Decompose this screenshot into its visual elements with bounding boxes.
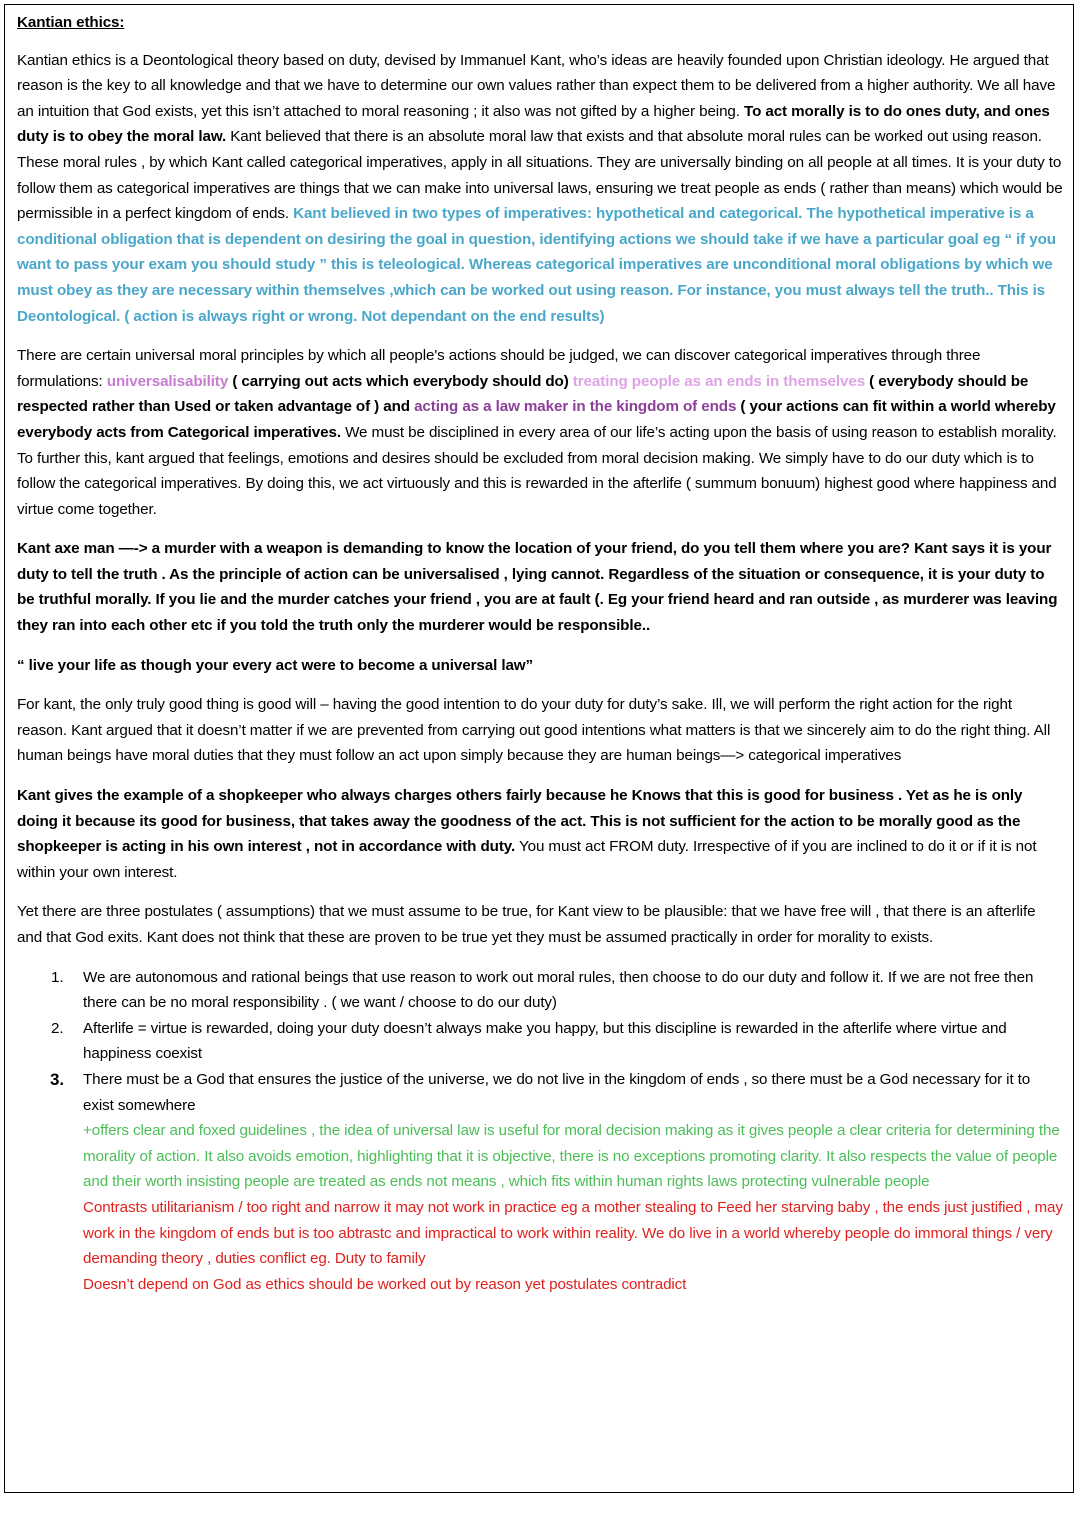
list-item: [17, 1016, 1063, 1067]
postulates-list: [17, 965, 1063, 1298]
list-number: 1.: [51, 968, 64, 986]
shopkeeper-example: Kant gives the example of a shopkeeper who always charges others fairly because he Knows that this is good for business . Yet as he is only doing it because its good for business, that takes away the goodness of the act. This is not sufficient for the action to be morally good as the shopkeeper is acting in his own interest , not in accordance with duty.: [17, 787, 1023, 856]
formulation-universalisability: universalisability: [106, 372, 229, 390]
intro-bold-moral-law: To act morally is to do ones duty, and ones duty is to obey the moral law.: [17, 102, 1050, 146]
formulations-intro: There are certain universal moral principles by which all people's actions should be judged, we can discover categorical imperatives through three formulations:: [17, 347, 981, 390]
paragraph-shopkeeper: [17, 783, 1063, 885]
imperatives-highlight: Kant believed in two types of imperatives: hypothetical and categorical. The hypothetical imperative is a conditional obligation that is dependent on desiring the goal in question, identifying actions we should take if we have a particular goal eg “ if you want to pass your exam you should study ” this is teleological. Whereas categorical imperatives are unconditional moral obligations by which we must obey as they are necessary within themselves ,which can be worked out using reason. For instance, you must always tell the truth.. This is Deontological. ( action is always right or wrong. Not dependant on the end results): [17, 205, 1056, 325]
quote: “ live your life as though your every act were to become a universal law”: [17, 656, 534, 674]
intro-text: Kantian ethics is a Deontological theory based on duty, devised by Immanuel Kant, who’s ideas are heavily founded upon Christian ideology. He argued that reason is the key to all knowledge and that we have to determine our own values rather than expect them to be delivered from a higher authority. We all have an intuition that God exists, yet this isn’t attached to moral reasoning ; it also was not gifted by a higher being.: [17, 51, 1056, 120]
shopkeeper-conclusion: You must act FROM duty. Irrespective of if you are inclined to do it or if it is not within your own interest.: [17, 838, 1037, 881]
weakness-text: Contrasts utilitarianism / too right and narrow it may not work in practice eg a mother stealing to Feed her starving baby , the ends just justified , may work in the kingdom of ends but is too abtrastc and impractical to work within reality. We do live in a world whereby people do immoral things / very demanding theory , duties conflict eg. Duty to family: [83, 1198, 1063, 1268]
list-text: We are autonomous and rational beings that use reason to work out moral rules, then choose to do our duty and follow it. If we are not free then there can be no moral responsibility . ( we want / choose to do our duty): [83, 968, 1034, 1012]
list-number: 3.: [50, 1069, 64, 1089]
document-body: [17, 10, 1063, 1297]
formulation-ends: treating people as an ends in themselves: [568, 372, 866, 390]
formulation-ends-desc: ( everybody should be respected rather than Used or taken advantage of ) and: [17, 372, 1029, 416]
paragraph-postulates: Yet there are three postulates ( assumptions) that we must assume to be true, for Kant view to be plausible: that we have free will , that there is an afterlife and that God exits. Kant does not think that these are proven to be true yet they must be assumed practically in order for morality to exists.: [17, 903, 1036, 946]
paragraph-intro: [17, 48, 1063, 330]
page-title: Kantian ethics:: [17, 14, 125, 31]
list-number: 2.: [51, 1019, 64, 1037]
list-text: Afterlife = virtue is rewarded, doing your duty doesn’t always make you happy, but this discipline is rewarded in the afterlife where virtue and happiness coexist: [83, 1019, 1007, 1063]
list-item: [17, 1067, 1063, 1297]
intro-categorical-text: Kant believed that there is an absolute moral law that exists and that absolute moral rules can be worked out using reason. These moral rules , by which Kant called categorical imperatives, apply in all situations. They are universally binding on all people at all times. It is your duty to follow them as categorical imperatives are things that we can make into universal laws, ensuring we treat people as ends ( rather than means) which would be permissible in a perfect kingdom of ends.: [17, 128, 1063, 223]
formulation-law-maker-desc: ( your actions can fit within a world whereby everybody acts from Categorical imperatives.: [17, 398, 1056, 441]
paragraph-axe-man: Kant axe man —-> a murder with a weapon is demanding to know the location of your friend, do you tell them where you are? Kant says it is your duty to tell the truth . As the principle of action can be universalised , lying cannot. Regardless of the situation or consequence, it is your duty to be truthful morally. If you lie and the murder catches your friend , you are at fault (. Eg your friend heard and ran outside , as murderer was leaving they ran into each other etc if you told the truth only the murderer would be responsible..: [17, 540, 1058, 635]
formulation-law-maker: acting as a law maker in the kingdom of ends: [414, 398, 737, 416]
list-text: There must be a God that ensures the justice of the universe, we do not live in the kingdom of ends , so there must be a God necessary for it to exist somewhere: [83, 1070, 1031, 1114]
formulations-conclusion: We must be disciplined in every area of our life’s acting upon the basis of using reason to establish morality. To further this, kant argued that feelings, emotions and desires should be excluded from moral decision making. We simply have to do our duty which is to follow the categorical imperatives. By doing this, we act virtuously and this is rewarded in the afterlife ( summum bonuum) highest good where happiness and virtue come together.: [17, 423, 1057, 518]
strengths-text: +offers clear and foxed guidelines , the idea of universal law is useful for moral decision making as it gives people a clear criteria for determining the morality of action. It also avoids emotion, highlighting that it is objective, there is no exceptions promoting clarity. It also respects the value of people and their worth insisting people are treated as ends not means , which fits within human rights laws protecting vulnerable people: [83, 1122, 1060, 1191]
paragraph-good-will: For kant, the only truly good thing is good will – having the good intention to do your duty for duty’s sake. Ill, we will perform the right action for the right reason. Kant argued that it doesn’t matter if we are prevented from carrying out good intentions what matters is that we sincerely aim to do the right thing. All human beings have moral duties that they must follow an act upon simply because they are human beings—> categorical imperatives: [17, 696, 1051, 765]
formulation-universalisability-desc: ( carrying out acts which everybody should do): [228, 372, 569, 390]
weakness-text-god: Doesn’t depend on God as ethics should be worked out by reason yet postulates contradict: [83, 1275, 687, 1293]
paragraph-formulations: [17, 343, 1063, 522]
list-item: [17, 965, 1063, 1016]
